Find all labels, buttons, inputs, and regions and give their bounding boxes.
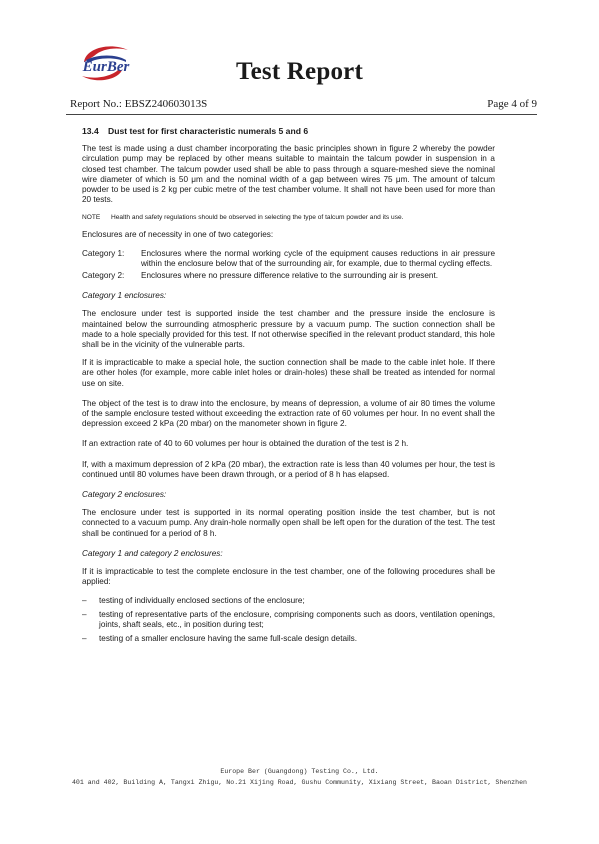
list-item xyxy=(82,596,495,606)
category-item xyxy=(82,271,495,281)
category-1-paragraph: If an extraction rate of 40 to 60 volumes per hour is obtained the duration of the test is 2 h. xyxy=(82,439,409,449)
footer-address: 401 and 402, Building A, Tangxi Zhigu, No.21 Xijing Road, Gushu Community, Xixiang Street, Baoan District, Shenzhen xyxy=(71,779,528,786)
category-text: Enclosures where the normal working cycle of the equipment causes reductions in air pressure within the enclosure below that of the surrounding air, for example, due to thermal cycling effects. xyxy=(141,248,495,268)
footer-company: Europe Ber (Guangdong) Testing Co., Ltd. xyxy=(220,768,379,775)
category-1-paragraph: The object of the test is to draw into the enclosure, by means of depression, a volume of air 80 times the volume of the sample enclosure tested without exceeding the extraction rate of 60 volumes per hour. In no event shall the depression exceed 2 kPa (20 mbar) on the manometer shown in figure 2. xyxy=(82,398,495,429)
page-number: Page 4 of 9 xyxy=(487,98,537,110)
both-categories-heading: Category 1 and category 2 enclosures: xyxy=(82,548,223,558)
dash-bullet: – xyxy=(82,609,87,619)
note-label: NOTE xyxy=(82,214,101,222)
category-key: Category 2: xyxy=(82,271,125,281)
note xyxy=(82,213,495,222)
report-number: Report No.: EBSZ240603013S xyxy=(70,98,208,110)
header-divider xyxy=(66,114,537,115)
section-number: 13.4 xyxy=(82,126,99,136)
categories-intro: Enclosures are of necessity in one of two categories: xyxy=(82,230,274,240)
document-title: Test Report xyxy=(236,58,363,85)
dash-bullet: – xyxy=(82,634,87,644)
list-item xyxy=(82,610,495,630)
svg-text:EurBer: EurBer xyxy=(82,59,130,75)
report-body xyxy=(82,126,495,648)
category-1-paragraph: The enclosure under test is supported inside the test chamber and the pressure inside the enclosure is maintained below the surrounding atmospheric pressure by a vacuum pump. The suction connection shall be made to a hole specially provided for this test. If not otherwise specified in the relevant product standard, this hole shall be in the vicinity of the vulnerable parts. xyxy=(82,309,495,350)
category-text: Enclosures where no pressure difference relative to the surrounding air is present. xyxy=(141,271,439,281)
dash-bullet: – xyxy=(82,595,87,605)
section-title: Dust test for first characteristic numerals 5 and 6 xyxy=(108,126,309,136)
category-item xyxy=(82,249,495,269)
category-key: Category 1: xyxy=(82,248,125,258)
list-item xyxy=(82,634,495,644)
list-item-text: testing of a smaller enclosure having the same full-scale design details. xyxy=(99,634,358,644)
procedure-list xyxy=(82,596,495,645)
section-heading xyxy=(82,126,495,136)
intro-paragraph: The test is made using a dust chamber incorporating the basic principles shown in figure 2 whereby the powder circulation pump may be replaced by other means suitable to maintain the talcum powder in suspension in a closed test chamber. The talcum powder used shall be able to pass through a square-meshed sieve the nominal wire diameter of which is 50 μm and the nominal width of a gap between wires 75 μm. The amount of talcum powder to be used is 2 kg per cubic metre of the test chamber volume. It shall not have been used for more than 20 tests. xyxy=(82,144,495,205)
category-1-heading: Category 1 enclosures: xyxy=(82,291,167,301)
category-2-paragraph: The enclosure under test is supported in its normal operating position inside the test chamber, but is not connected to a vacuum pump. Any drain-hole normally open shall be left open for the duration of the test. The test shall be continued for a period of 8 h. xyxy=(82,508,495,538)
list-item-text: testing of representative parts of the enclosure, comprising components such as doors, ventilation openings, joints, shaft seals, etc., in position during test; xyxy=(99,609,495,629)
page-footer xyxy=(0,766,599,788)
category-1-paragraph: If it is impracticable to make a special hole, the suction connection shall be made to the cable inlet hole. If there are other holes (for example, more cable inlet holes or drain-holes) these shall be treated as intended for normal use on site. xyxy=(82,358,495,388)
list-item-text: testing of individually enclosed sections of the enclosure; xyxy=(99,595,305,605)
note-text: Health and safety regulations should be observed in selecting the type of talcum powder and its use. xyxy=(111,214,404,222)
category-2-heading: Category 2 enclosures: xyxy=(82,490,167,500)
category-1-paragraph: If, with a maximum depression of 2 kPa (20 mbar), the extraction rate is less than 40 volumes per hour, the test is continued until 80 volumes have been drawn through, or a period of 8 h has elapsed. xyxy=(82,459,495,479)
categories-list xyxy=(82,249,495,282)
both-categories-paragraph: If it is impracticable to test the complete enclosure in the test chamber, one of the following procedures shall be applied: xyxy=(82,567,495,587)
